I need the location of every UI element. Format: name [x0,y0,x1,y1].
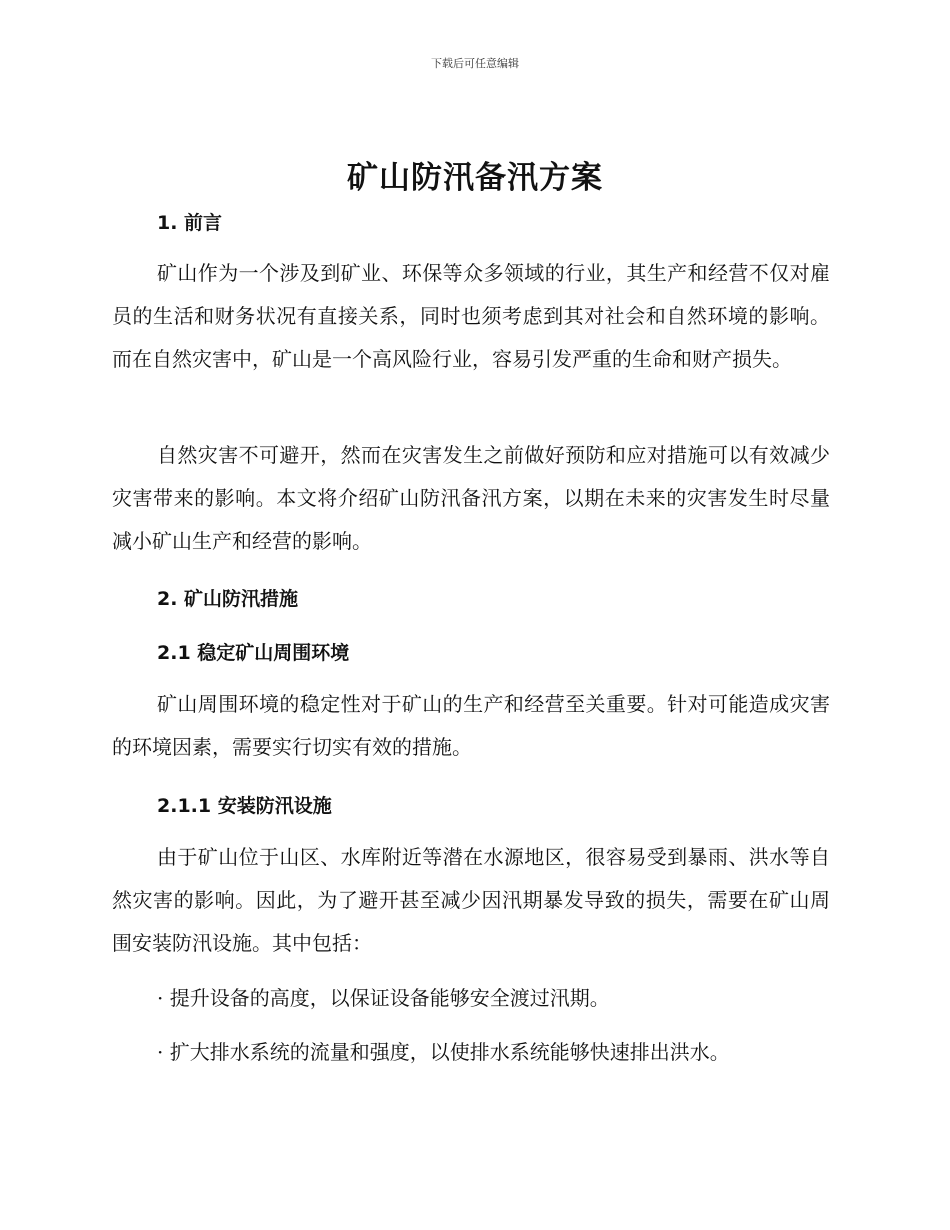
paragraph-facilities: 由于矿山位于山区、水库附近等潜在水源地区，很容易受到暴雨、洪水等自然灾害的影响。因此，为了避开甚至减少因汛期暴发导致的损失，需要在矿山周围安装防汛设施。其中包括： [112,845,830,955]
section-heading-preface: 1. 前言 [157,212,223,234]
paragraph-environment: 矿山周围环境的稳定性对于矿山的生产和经营至关重要。针对可能造成灾害的环境因素，需要实行切实有效的措施。 [112,692,830,759]
document-title: 矿山防汛备汛方案 [347,160,603,196]
paragraph-preface-1: 矿山作为一个涉及到矿业、环保等众多领域的行业，其生产和经营不仅对雇员的生活和财务状况有直接关系，同时也须考虑到其对社会和自然环境的影响。而在自然灾害中，矿山是一个高风险行业，容易引发严重的生命和财产损失。 [112,261,830,371]
subsubsection-heading-facilities: 2.1.1 安装防汛设施 [157,795,332,817]
section-heading-measures: 2. 矿山防汛措施 [157,588,299,610]
subsection-heading-environment: 2.1 稳定矿山周围环境 [157,642,350,664]
list-item-expand-drainage: · 扩大排水系统的流量和强度，以使排水系统能够快速排出洪水。 [157,1040,730,1064]
list-item-raise-equipment: · 提升设备的高度，以保证设备能够安全渡过汛期。 [157,986,610,1010]
header-note: 下载后可任意编辑 [431,57,519,70]
paragraph-preface-2: 自然灾害不可避开，然而在灾害发生之前做好预防和应对措施可以有效减少灾害带来的影响。本文将介绍矿山防汛备汛方案，以期在未来的灾害发生时尽量减小矿山生产和经营的影响。 [112,443,830,553]
